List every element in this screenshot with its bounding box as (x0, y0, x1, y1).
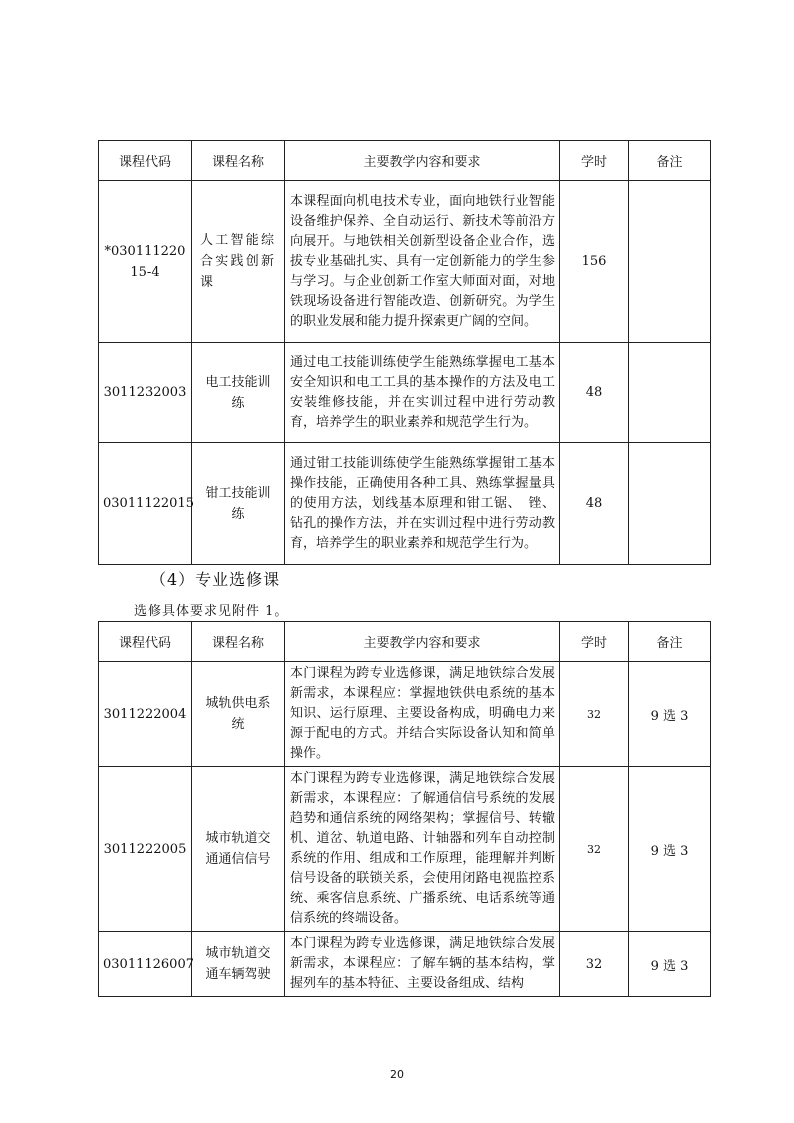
course-content: 本门课程为跨专业选修课，满足地铁综合发展新需求，本课程应：了解车辆的基本结构，掌握列车的基本特征、主要设备组成、结构 (285, 932, 560, 997)
course-code: 03011126007 (99, 932, 192, 997)
table-row (99, 767, 711, 932)
required-courses-table (98, 140, 711, 565)
course-name: 钳工技能训练 (192, 443, 285, 565)
table-header-row (99, 141, 711, 181)
course-hours: 32 (560, 662, 629, 767)
course-code: 3011232003 (99, 343, 192, 443)
table-header-row (99, 622, 711, 662)
table-row (99, 343, 711, 443)
header-content: 主要教学内容和要求 (285, 622, 560, 662)
elective-note: 选修具体要求见附件 1。 (134, 604, 289, 619)
course-hours: 48 (560, 443, 629, 565)
course-code: 03011122015 (99, 443, 192, 565)
course-remark: 9 选 3 (629, 932, 711, 997)
course-remark (629, 343, 711, 443)
page-number: 20 (390, 1068, 404, 1081)
course-content: 通过钳工技能训练使学生能熟练掌握钳工基本操作技能，正确使用各种工具、熟练掌握量具的使用方法，划线基本原理和钳工锯、 锉、钻孔的操作方法，并在实训过程中进行劳动教育，培养学生的职业素养和规范学生行为。 (285, 443, 560, 565)
course-hours: 32 (560, 932, 629, 997)
header-name: 课程名称 (192, 141, 285, 181)
table-row (99, 932, 711, 997)
table-row (99, 181, 711, 343)
header-remark: 备注 (629, 622, 711, 662)
course-remark: 9 选 3 (629, 767, 711, 932)
table-row (99, 662, 711, 767)
course-remark (629, 181, 711, 343)
course-hours: 156 (560, 181, 629, 343)
header-code: 课程代码 (99, 622, 192, 662)
course-name: 城市轨道交通通信信号 (192, 767, 285, 932)
header-hours: 学时 (560, 141, 629, 181)
header-name: 课程名称 (192, 622, 285, 662)
course-remark: 9 选 3 (629, 662, 711, 767)
table-row (99, 443, 711, 565)
course-code: 3011222004 (99, 662, 192, 767)
course-code: *03011122015-4 (99, 181, 192, 343)
header-hours: 学时 (560, 622, 629, 662)
section-heading: （4）专业选修课 (150, 570, 281, 589)
course-name: 城市轨道交通车辆驾驶 (192, 932, 285, 997)
course-content: 本门课程为跨专业选修课，满足地铁综合发展新需求，本课程应：掌握地铁供电系统的基本知识、运行原理、主要设备构成，明确电力来源于配电的方式。并结合实际设备认知和简单操作。 (285, 662, 560, 767)
course-content: 本课程面向机电技术专业，面向地铁行业智能设备维护保养、全自动运行、新技术等前沿方向展开。与地铁相关创新型设备企业合作，选拔专业基础扎实、具有一定创新能力的学生参与学习。与企业创新工作室大师面对面，对地铁现场设备进行智能改造、创新研究。为学生的职业发展和能力提升探索更广阔的空间。 (285, 181, 560, 343)
header-code: 课程代码 (99, 141, 192, 181)
course-name: 电工技能训练 (192, 343, 285, 443)
elective-courses-table (98, 621, 711, 997)
course-hours: 32 (560, 767, 629, 932)
course-name: 城轨供电系统 (192, 662, 285, 767)
course-remark (629, 443, 711, 565)
course-name: 人工智能综合实践创新课 (192, 181, 285, 343)
course-content: 通过电工技能训练使学生能熟练掌握电工基本安全知识和电工工具的基本操作的方法及电工安装维修技能，并在实训过程中进行劳动教育，培养学生的职业素养和规范学生行为。 (285, 343, 560, 443)
course-content: 本门课程为跨专业选修课，满足地铁综合发展新需求，本课程应：了解通信信号系统的发展趋势和通信系统的网络架构；掌握信号、转辙机、道岔、轨道电路、计轴器和列车自动控制系统的作用、组成和工作原理，能理解并判断信号设备的联锁关系，会使用闭路电视监控系统、乘客信息系统、广播系统、电话系统等通信系统的终端设备。 (285, 767, 560, 932)
course-hours: 48 (560, 343, 629, 443)
header-remark: 备注 (629, 141, 711, 181)
header-content: 主要教学内容和要求 (285, 141, 560, 181)
course-code: 3011222005 (99, 767, 192, 932)
